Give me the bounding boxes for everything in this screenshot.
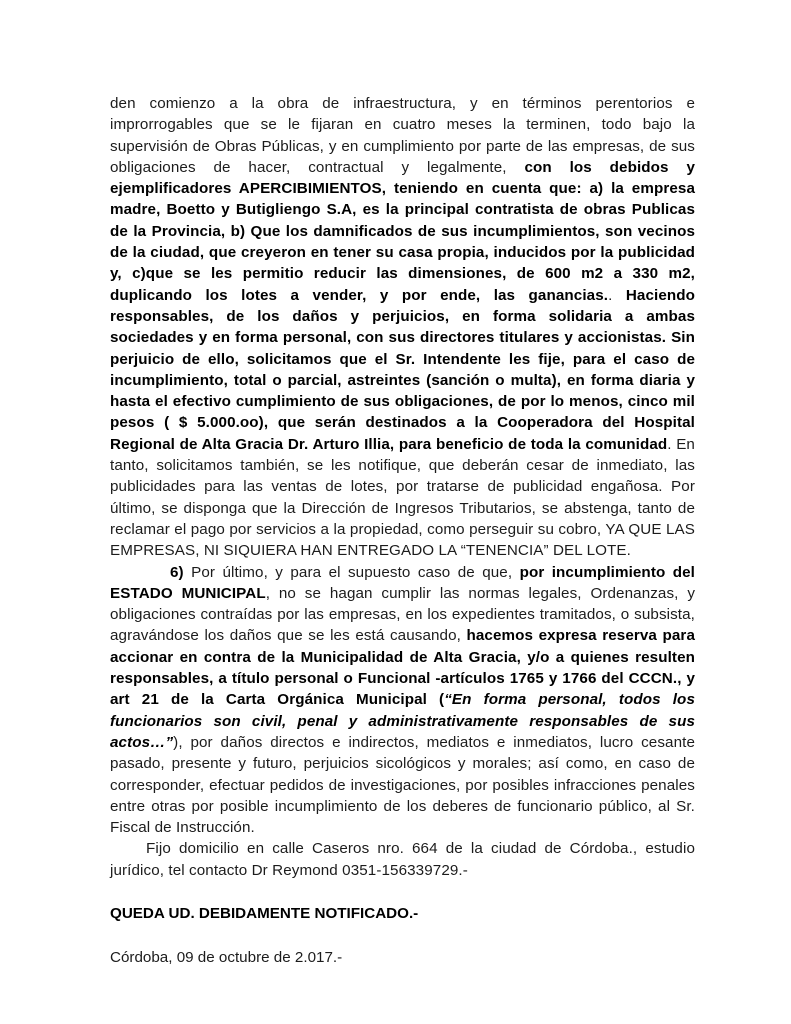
- document-body: [110, 93, 695, 881]
- paragraph-1: [110, 93, 695, 562]
- notice-heading: [110, 905, 695, 922]
- text-run: Haciendo: [625, 286, 696, 304]
- text-run: 6): [170, 563, 184, 581]
- text-run: , no se hagan cumplir las normas legales, Ordenanzas, y obligaciones contraídas por las empresas, en los expedientes tramitados, o subsista, agravándose los daños que se les está causando,: [110, 584, 696, 645]
- paragraph-2: [110, 562, 695, 839]
- text-run: “En forma personal, todos los funcionarios son civil, penal y administrativamente responsables de sus actos…”: [110, 691, 695, 751]
- text-run: hacemos expresa reserva para accionar en contra de la Municipalidad de Alta Gracia, y/o a quienes resulten responsables, a título personal o Funcional -artículos 1765 y 1766 del CCCN., y art 21 de la Carta Orgánica Municipal (: [110, 627, 695, 709]
- text-run: Por último, y para el supuesto caso de que,: [183, 563, 520, 581]
- text-run: por incumplimiento del ESTADO MUNICIPAL: [110, 563, 695, 602]
- text-run: . En tanto, solicitamos también, se les notifique, que deberán cesar de inmediato, las publicidades para las ventas de lotes, por tratarse de publicidad engañosa. Por último, se disponga que la Dirección de Ingresos Tributarios, se abstenga, tanto de reclamar el pago por servicios a la propiedad, como perseguir su cobro, YA QUE LAS EMPRESAS, NI SIQUIERA HAN ENTREGADO LA “TENENCIA” DEL LOTE.: [110, 435, 695, 560]
- text-run: ), por daños directos e indirectos, mediatos e inmediatos, lucro cesante pasado, presente y futuro, perjuicios sicológicos y morales; así como, en caso de corresponder, efectuar pedidos de investigaciones, por posibles infracciones penales entre otras por posible incumplimiento de los deberes de funcionario público, al Sr. Fiscal de Instrucción.: [110, 733, 695, 837]
- closing-date: Córdoba, 09 de octubre de 2.017.-: [110, 948, 343, 966]
- text-run: .: [608, 286, 626, 304]
- paragraph-3: Fijo domicilio en calle Caseros nro. 664 de la ciudad de Córdoba., estudio jurídico, tel contacto Dr Reymond 0351-156339729.-: [110, 840, 695, 879]
- notice-text: QUEDA UD. DEBIDAMENTE NOTIFICADO.-: [110, 904, 419, 922]
- text-run: den comienzo a la obra de infraestructura, y en términos perentorios e improrrogables que se le fijaran en cuatro meses la terminen, todo bajo la supervisión de Obras Públicas, y en cumplimiento por parte de las empresas, de sus obligaciones de hacer, contractual y legalmente,: [110, 95, 695, 176]
- text-run: con los debidos y ejemplificadores APERCIBIMIENTOS, teniendo en cuenta que: a) la empresa madre, Boetto y Butigliengo S.A, es la principal contratista de obras Publicas de la Provincia, b) Que los damnificados de sus incumplimientos, son vecinos de la ciudad, que creyeron en tener su casa propia, inducidos por la publicidad y, c)que se les permitio reducir las dimensiones, de 600 m2 a 330 m2, duplicando los lotes a vender, y por ende, las ganancias.: [110, 158, 695, 304]
- text-run: responsables, de los daños y perjuicios, en forma solidaria a ambas sociedades y en forma personal, con sus directores titulares y accionistas. Sin perjuicio de ello, solicitamos que el Sr. Intendente les fije, para el caso de incumplimiento, total o parcial, astreintes (sanción o multa), en forma diaria y hasta el efectivo cumplimiento de sus obligaciones, de por lo menos, cinco mil pesos ( $ 5.000.oo), que serán destinados a la Cooperadora del Hospital Regional de Alta Gracia Dr. Arturo Illia, para beneficio de toda la comunidad: [110, 307, 695, 453]
